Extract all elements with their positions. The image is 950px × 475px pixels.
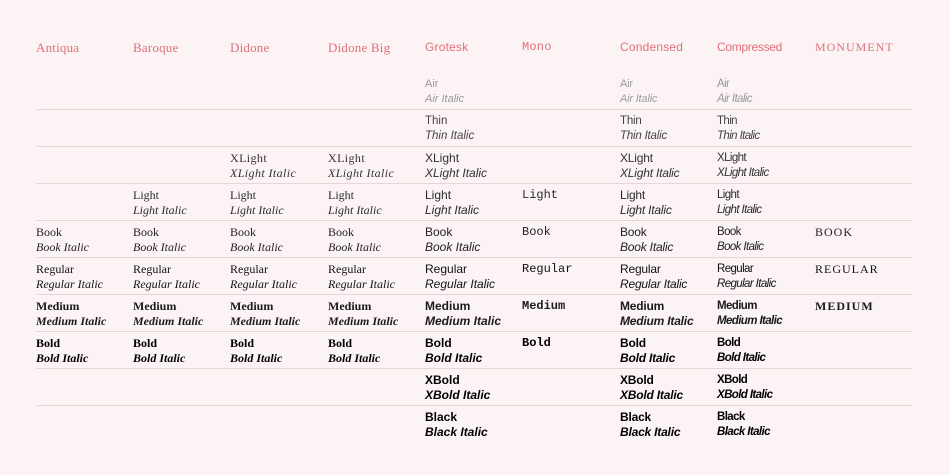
- specimen-didone-big-xlight: XLight XLight Italic: [328, 151, 395, 180]
- specimen-compressed-xbold: XBold XBold Italic: [717, 374, 773, 401]
- specimen-monument-regular: REGULAR: [815, 262, 879, 276]
- specimen-mono-book: Book: [522, 225, 551, 239]
- specimen-antiqua-book: Book Book Italic: [36, 225, 89, 254]
- column-header-condensed: Condensed: [620, 40, 684, 54]
- specimen-condensed-light: Light Light Italic: [620, 188, 672, 217]
- column-header-antiqua: Antiqua: [36, 40, 80, 55]
- column-header-row: [0, 0, 950, 72]
- weight-row-bold: [36, 331, 912, 369]
- specimen-grotesk-regular: Regular Regular Italic: [425, 262, 496, 291]
- specimen-antiqua-medium: Medium Medium Italic: [36, 299, 107, 328]
- specimen-grotesk-air: Air Air Italic: [425, 78, 465, 105]
- specimen-baroque-medium: Medium Medium Italic: [133, 299, 204, 328]
- column-header-compressed: Compressed: [717, 40, 783, 54]
- specimen-condensed-xlight: XLight XLight Italic: [620, 151, 680, 180]
- specimen-compressed-light: Light Light Italic: [717, 189, 762, 216]
- weight-row-thin: [36, 109, 912, 147]
- weight-row-medium: [36, 294, 912, 332]
- specimen-antiqua-bold: Bold Bold Italic: [36, 336, 89, 365]
- column-header-monument: MONUMENT: [815, 40, 894, 54]
- specimen-grotesk-thin: Thin Thin Italic: [425, 115, 475, 142]
- specimen-grotesk-bold: Bold Bold Italic: [425, 336, 483, 365]
- specimen-compressed-thin: Thin Thin Italic: [717, 115, 760, 142]
- weight-row-xlight: [36, 146, 912, 184]
- specimen-compressed-medium: Medium Medium Italic: [717, 300, 783, 327]
- specimen-compressed-book: Book Book Italic: [717, 226, 764, 253]
- specimen-compressed-regular: Regular Regular Italic: [717, 263, 776, 290]
- specimen-condensed-medium: Medium Medium Italic: [620, 299, 694, 328]
- specimen-didone-big-medium: Medium Medium Italic: [328, 299, 399, 328]
- specimen-compressed-xlight: XLight XLight Italic: [717, 152, 769, 179]
- specimen-compressed-black: Black Black Italic: [717, 411, 770, 438]
- specimen-didone-light: Light Light Italic: [230, 188, 284, 217]
- specimen-mono-medium: Medium: [522, 299, 566, 313]
- column-header-grotesk: Grotesk: [425, 40, 469, 54]
- specimen-didone-big-light: Light Light Italic: [328, 188, 382, 217]
- weight-row-regular: [36, 257, 912, 295]
- specimen-didone-big-book: Book Book Italic: [328, 225, 381, 254]
- column-header-baroque: Baroque: [133, 40, 179, 55]
- specimen-didone-big-bold: Bold Bold Italic: [328, 336, 381, 365]
- specimen-monument-book: BOOK: [815, 225, 854, 239]
- weight-row-air: [36, 72, 912, 110]
- column-header-didone: Didone: [230, 40, 270, 55]
- specimen-condensed-thin: Thin Thin Italic: [620, 115, 668, 142]
- specimen-monument-medium: MEDIUM: [815, 299, 874, 313]
- specimen-didone-medium: Medium Medium Italic: [230, 299, 301, 328]
- specimen-grotesk-xlight: XLight XLight Italic: [425, 151, 488, 180]
- specimen-condensed-bold: Bold Bold Italic: [620, 336, 676, 365]
- specimen-didone-book: Book Book Italic: [230, 225, 283, 254]
- weight-row-black: [36, 405, 912, 442]
- specimen-didone-bold: Bold Bold Italic: [230, 336, 283, 365]
- specimen-condensed-regular: Regular Regular Italic: [620, 262, 688, 291]
- specimen-didone-big-regular: Regular Regular Italic: [328, 262, 395, 291]
- specimen-baroque-bold: Bold Bold Italic: [133, 336, 186, 365]
- weight-row-book: [36, 220, 912, 258]
- weight-row-light: [36, 183, 912, 221]
- specimen-condensed-air: Air Air Italic: [620, 78, 658, 105]
- specimen-antiqua-regular: Regular Regular Italic: [36, 262, 103, 291]
- weight-row-xbold: [36, 368, 912, 406]
- specimen-grotesk-medium: Medium Medium Italic: [425, 299, 502, 328]
- specimen-compressed-air: Air Air Italic: [717, 78, 752, 105]
- specimen-mono-light: Light: [522, 188, 559, 202]
- specimen-condensed-book: Book Book Italic: [620, 225, 674, 254]
- specimen-baroque-regular: Regular Regular Italic: [133, 262, 200, 291]
- specimen-condensed-black: Black Black Italic: [620, 410, 681, 439]
- specimen-baroque-light: Light Light Italic: [133, 188, 187, 217]
- specimen-grotesk-book: Book Book Italic: [425, 225, 481, 254]
- specimen-grotesk-light: Light Light Italic: [425, 188, 480, 217]
- column-header-mono: Mono: [522, 40, 552, 54]
- specimen-mono-regular: Regular: [522, 262, 573, 276]
- specimen-baroque-book: Book Book Italic: [133, 225, 186, 254]
- specimen-grotesk-black: Black Black Italic: [425, 410, 488, 439]
- specimen-didone-regular: Regular Regular Italic: [230, 262, 297, 291]
- specimen-mono-bold: Bold: [522, 336, 551, 350]
- column-header-didone-big: Didone Big: [328, 40, 391, 55]
- specimen-compressed-bold: Bold Bold Italic: [717, 337, 766, 364]
- specimen-didone-xlight: XLight XLight Italic: [230, 151, 297, 180]
- specimen-grotesk-xbold: XBold XBold Italic: [425, 373, 491, 402]
- specimen-condensed-xbold: XBold XBold Italic: [620, 373, 683, 402]
